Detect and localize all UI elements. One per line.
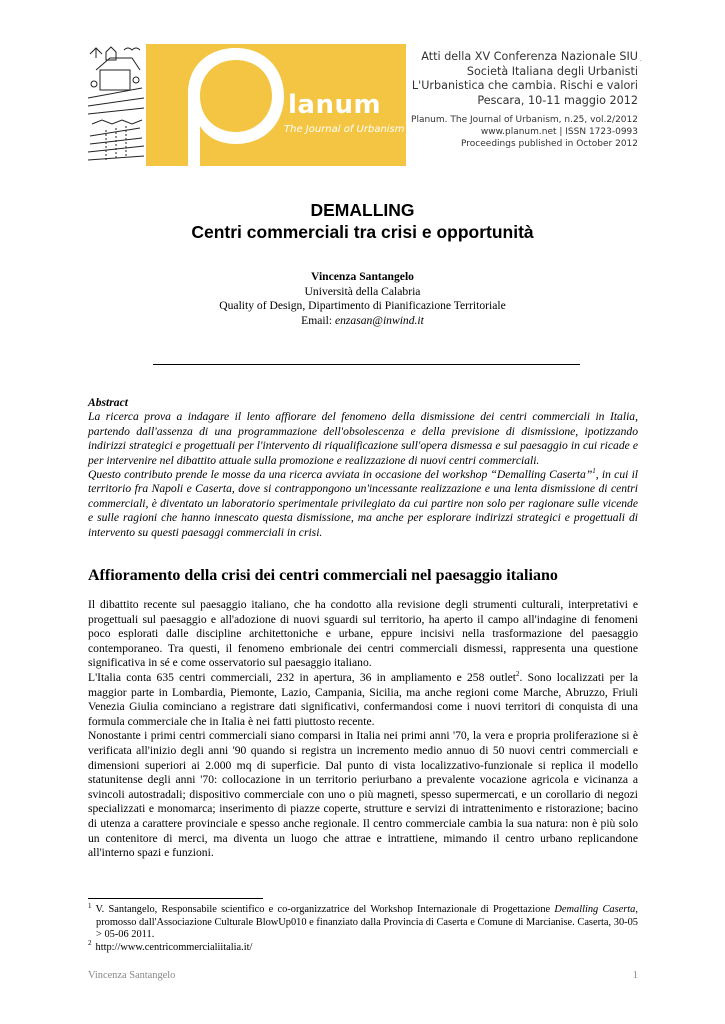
pub-line-3: Proceedings published in October 2012 — [461, 139, 638, 149]
urban-sketch-illustration — [86, 44, 146, 166]
paper-title: DEMALLING — [310, 200, 415, 220]
corner-dot: . — [639, 54, 642, 63]
author-affiliation-1: Università della Calabria — [304, 284, 421, 298]
author-name: Vincenza Santangelo — [311, 270, 414, 283]
header — [86, 44, 642, 166]
page-number: 1 — [632, 970, 638, 981]
logo-subtitle: The Journal of Urbanism — [284, 124, 405, 135]
conference-info — [358, 50, 642, 150]
author-email[interactable]: enzasan@inwind.it — [334, 313, 424, 327]
abstract-paragraph-1: La ricerca prova a indagare il lento affiorare del fenomeno della dismissione dei centri commerciali in Italia, partendo dall'assenza di una programmazione dell'obsolescenza e della previsione di dismissione, ipotizzando indirizzi strategici e progettuali per l'intervento di riqualificazione sull'opera dismessa e sul paesaggio in cui ricade e per intervenire nel dibattito attuale sulla promozione e realizzazione di nuovi centri commerciali. — [88, 410, 638, 467]
footnote-ref-2[interactable]: 2 — [516, 670, 520, 679]
author-email-line — [0, 314, 725, 329]
body-paragraph-2: L'Italia conta 635 centri commerciali, 232 in apertura, 36 in ampliamento e 258 outlet$^2$. Sono localizzati per la maggior parte in Lombardia, Piemonte, Lazio, Campania, Sicilia, ma anche regioni come Marche, Abruzzo, Friuli Venezia Giulia cominciano a registrare dati significativi, confermandosi come i nuovi territori di conquista di una formula commerciale che in Italia è nei fatti piuttosto recente. — [88, 670, 638, 728]
conf-line-1: Atti della XV Conferenza Nazionale SIU — [421, 50, 638, 63]
footnotes — [88, 901, 638, 954]
section-heading: Affioramento della crisi dei centri commerciali nel paesaggio italiano — [88, 567, 558, 584]
pub-line-1: Planum. The Journal of Urbanism, n.25, vol.2/2012 — [411, 115, 638, 125]
body-paragraph-3: Nonostante i primi centri commerciali siano comparsi in Italia nei primi anni '70, la vera e propria proliferazione si è verificata all'inizio degli anni '90 quando si registra un incremento medio annuo di 50 nuovi centri commerciali e dimensioni superiori ai 2.000 mq di superficie. Dal punto di vista localizzativo-funzionale si replica il modello statunitense degli anni '70: collocazione in un territorio periurbano a prevalente vocazione agricola e vicinanza a svincoli autostradali; dispositivo commerciale con uno o più magneti, spesso supermercati, e un corollario di negozi specializzati e monomarca; inserimento di piazze coperte, strutture e servizi di intrattenimento e ristorazione; bacino di utenza a carattere provinciale e spesso anche regionale. Il centro commerciale cambia la sua natura: non è più solo un contenitore di merci, ma diventa un luogo che attrae e intrattiene, mimando il centro urbano replicandone all'interno spazi e funzioni. — [88, 729, 638, 860]
author-affiliation-2: Quality of Design, Dipartimento di Pianificazione Territoriale — [219, 299, 506, 312]
title-divider — [153, 364, 580, 365]
conf-line-2: Società Italiana degli Urbanisti — [466, 64, 638, 78]
footnote-number: 1 — [88, 901, 92, 910]
footnote-1: $^1$ V. Santangelo, Responsabile scientifico e co-organizzatrice del Workshop Internazionale di Progettazione Demalling Caserta, promosso dall'Associazione Culturale BlowUp010 e finanziato dalla Provincia di Caserta e Comune di Marcianise. Caserta, 30-05 > 05-06 2011. — [88, 901, 638, 941]
footer-author: Vincenza Santangelo — [88, 970, 176, 981]
footnote-ref-1[interactable]: 1 — [592, 467, 596, 476]
body-paragraph-1: Il dibattito recente sul paesaggio italiano, che ha condotto alla revisione degli strumenti culturali, interpretativi e progettuali sul paesaggio e all'adozione di nuovi sguardi sul territorio, ha aperto il campo all'indagine di fenomeni poco esplorati dalle discipline architettoniche e urbane, eppure incisivi nella trasformazione del paesaggio contemporaneo. Tra questi, il fenomeno embrionale dei centri commerciali dismessi, rappresenta una questione significativa in sé e come osservatorio sul paesaggio italiano. — [88, 598, 638, 670]
planum-p-glyph — [170, 44, 290, 166]
conf-line-3: L'Urbanistica che cambia. Rischi e valori — [411, 79, 638, 92]
author-block — [0, 270, 725, 328]
email-label: Email: — [301, 313, 335, 327]
abstract-heading: Abstract — [88, 396, 128, 409]
pub-line-2: www.planum.net | ISSN 1723-0993 — [480, 127, 638, 137]
conf-line-4: Pescara, 10-11 maggio 2012 — [477, 93, 638, 107]
abstract-paragraph-2: Questo contributo prende le mosse da una ricerca avviata in occasione del workshop “Demalling Caserta”$^1$, in cui il territorio fra Napoli e Caserta, dove si contrappongono un'incessante realizzazione e una lenta dismissione di centri commerciali, è diventato un laboratorio sperimentale privilegiato da cui partire non solo per ragionare sulle vicende e sulle ragioni che hanno innescato questa dismissione, ma anche per esplorare indirizzi strategici e progettuali di intervento su questi paesaggi commerciali in crisi. — [88, 467, 639, 539]
footnote-2 — [88, 939, 638, 955]
footnote-link[interactable]: http://www.centricommercialiitalia.it/ — [95, 941, 253, 953]
logo-wordmark: lanum — [288, 90, 382, 120]
paper-subtitle: Centri commerciali tra crisi e opportunità — [191, 222, 534, 242]
footnote-number: 2 — [88, 939, 92, 948]
section-body — [88, 598, 638, 861]
footnote-divider — [88, 898, 263, 899]
abstract — [88, 396, 638, 540]
